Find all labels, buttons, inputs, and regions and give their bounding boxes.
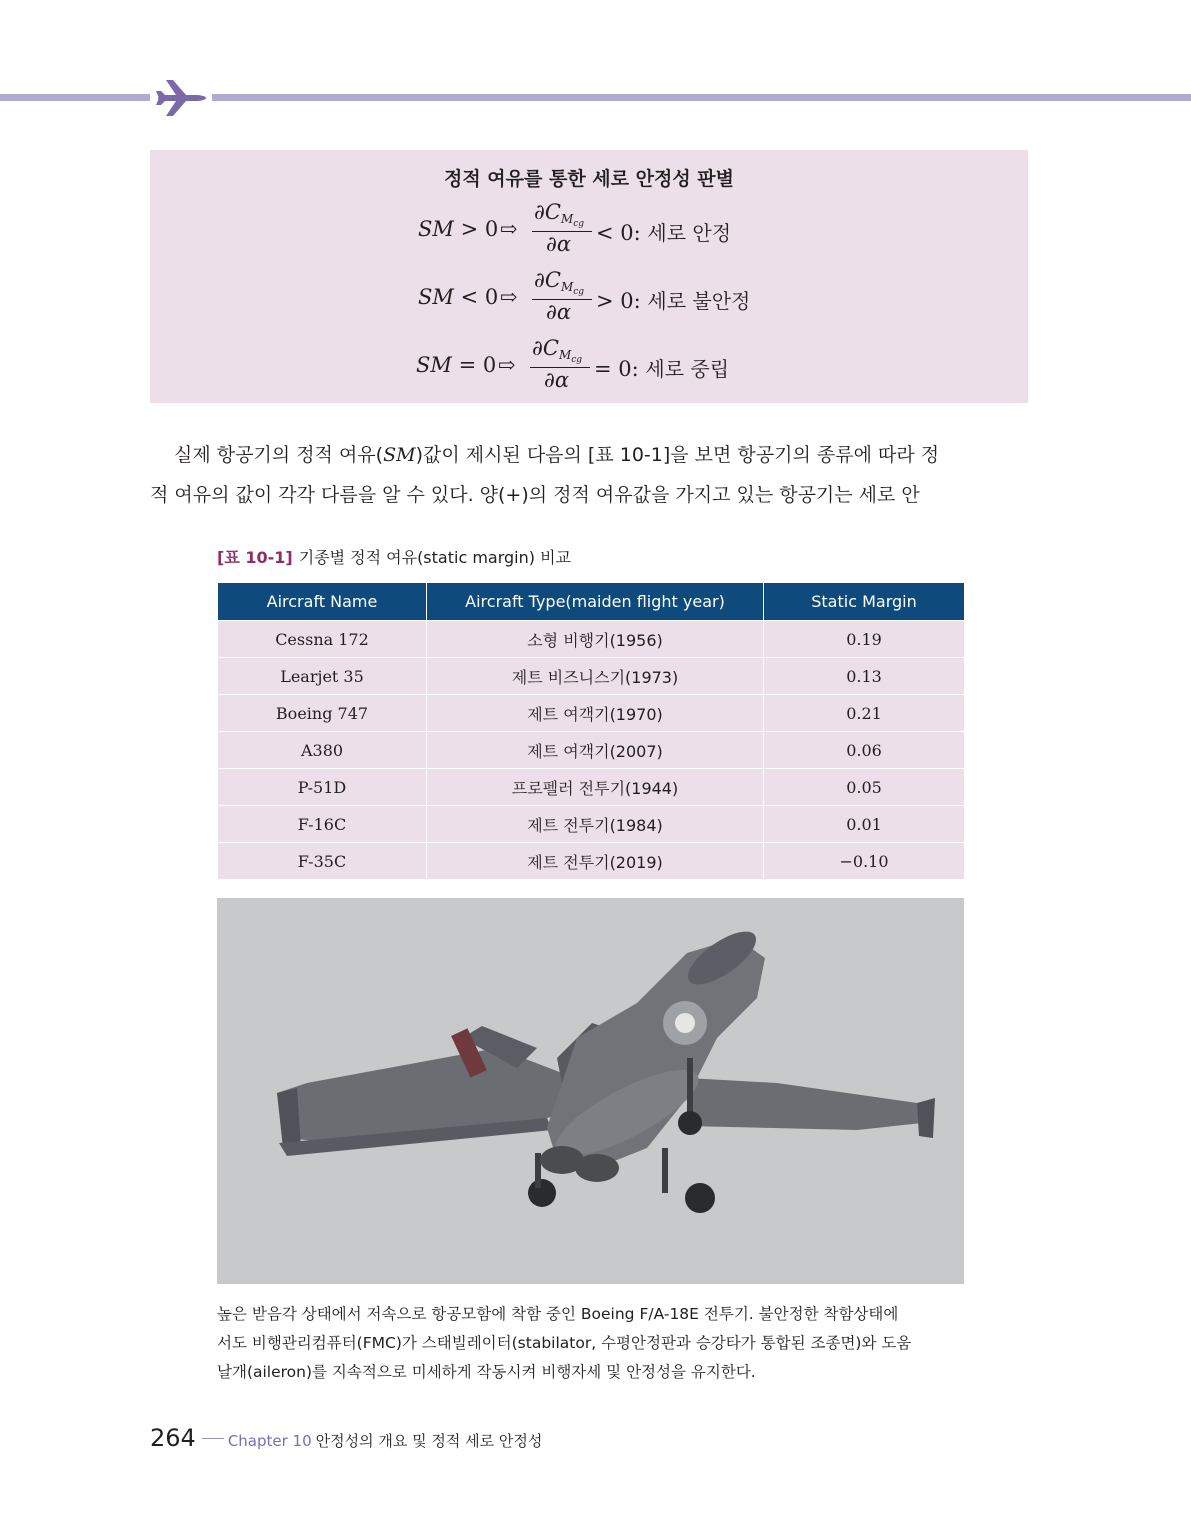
arrow-icon: ⇨: [500, 285, 518, 309]
fraction: $\partial C_{M_{cg}}$ ∂α: [530, 336, 590, 398]
equation-neutral: SM = 0 ⇨ $\partial C_{M_{cg}}$ ∂α = 0: 세로 중립: [416, 336, 836, 398]
box-title: 정적 여유를 통한 세로 안정성 판별: [443, 168, 735, 190]
chapter-label: Chapter 10: [227, 1432, 312, 1450]
table-row: A380 제트 여객기(2007) 0.06: [218, 732, 965, 769]
fraction: $\partial C_{M_{cg}}$ ∂α: [532, 200, 592, 262]
page-number: 264: [150, 1424, 196, 1452]
table-row: Learjet 35 제트 비즈니스기(1973) 0.13: [218, 658, 965, 695]
column-header: Aircraft Name: [218, 583, 427, 621]
footer-divider: [202, 1438, 224, 1439]
equation-stable: SM > 0 ⇨ $\partial C_{M_{cg}}$ ∂α < 0: 세로 안정: [418, 200, 838, 262]
fighter-jet-photo: [217, 898, 964, 1284]
table-caption: [217, 545, 571, 568]
caption-line: 서도 비행관리컴퓨터(FMC)가 스태빌레이터(stabilator, 수평안정판과 승강타가 통합된 조종면)와 도움: [217, 1334, 912, 1352]
header-rule-right: [212, 94, 1191, 101]
table-caption-text: 기종별 정적 여유(static margin) 비교: [298, 548, 571, 567]
table-row: F-35C 제트 전투기(2019) −0.10: [218, 843, 965, 880]
fraction: $\partial C_{M_{cg}}$ ∂α: [532, 268, 592, 330]
airplane-icon: [154, 78, 206, 118]
table-row: F-16C 제트 전투기(1984) 0.01: [218, 806, 965, 843]
photo-caption: [217, 1300, 977, 1387]
column-header: Aircraft Type(maiden flight year): [427, 583, 764, 621]
caption-line: 날개(aileron)를 지속적으로 미세하게 작동시켜 비행자세 및 안정성을 유지한다.: [217, 1363, 756, 1381]
column-header: Static Margin: [764, 583, 965, 621]
caption-line: 높은 받음각 상태에서 저속으로 항공모함에 착함 중인 Boeing F/A-18E 전투기. 불안정한 착함상태에: [217, 1305, 899, 1323]
table-row: P-51D 프로펠러 전투기(1944) 0.05: [218, 769, 965, 806]
paragraph-line: 적 여유의 값이 각각 다름을 알 수 있다. 양(+)의 정적 여유값을 가지고 있는 항공기는 세로 안: [150, 484, 920, 506]
header-rule-left: [0, 94, 150, 101]
table-header-row: [218, 583, 965, 621]
arrow-icon: ⇨: [498, 353, 516, 377]
equation-unstable: SM < 0 ⇨ $\partial C_{M_{cg}}$ ∂α > 0: 세로 불안정: [418, 268, 838, 330]
static-margin-table: [217, 582, 965, 880]
table-row: Boeing 747 제트 여객기(1970) 0.21: [218, 695, 965, 732]
arrow-icon: ⇨: [500, 217, 518, 241]
table-label: [표 10-1]: [217, 548, 293, 567]
page-footer: [150, 1424, 542, 1452]
chapter-title: 안정성의 개요 및 정적 세로 안정성: [315, 1432, 543, 1450]
paragraph-line: 실제 항공기의 정적 여유(SM)값이 제시된 다음의 [표 10-1]을 보면 항공기의 종류에 따라 정: [174, 444, 940, 466]
body-paragraph: [150, 435, 1028, 515]
static-margin-criteria-box: [150, 150, 1028, 403]
table-row: Cessna 172 소형 비행기(1956) 0.19: [218, 621, 965, 658]
